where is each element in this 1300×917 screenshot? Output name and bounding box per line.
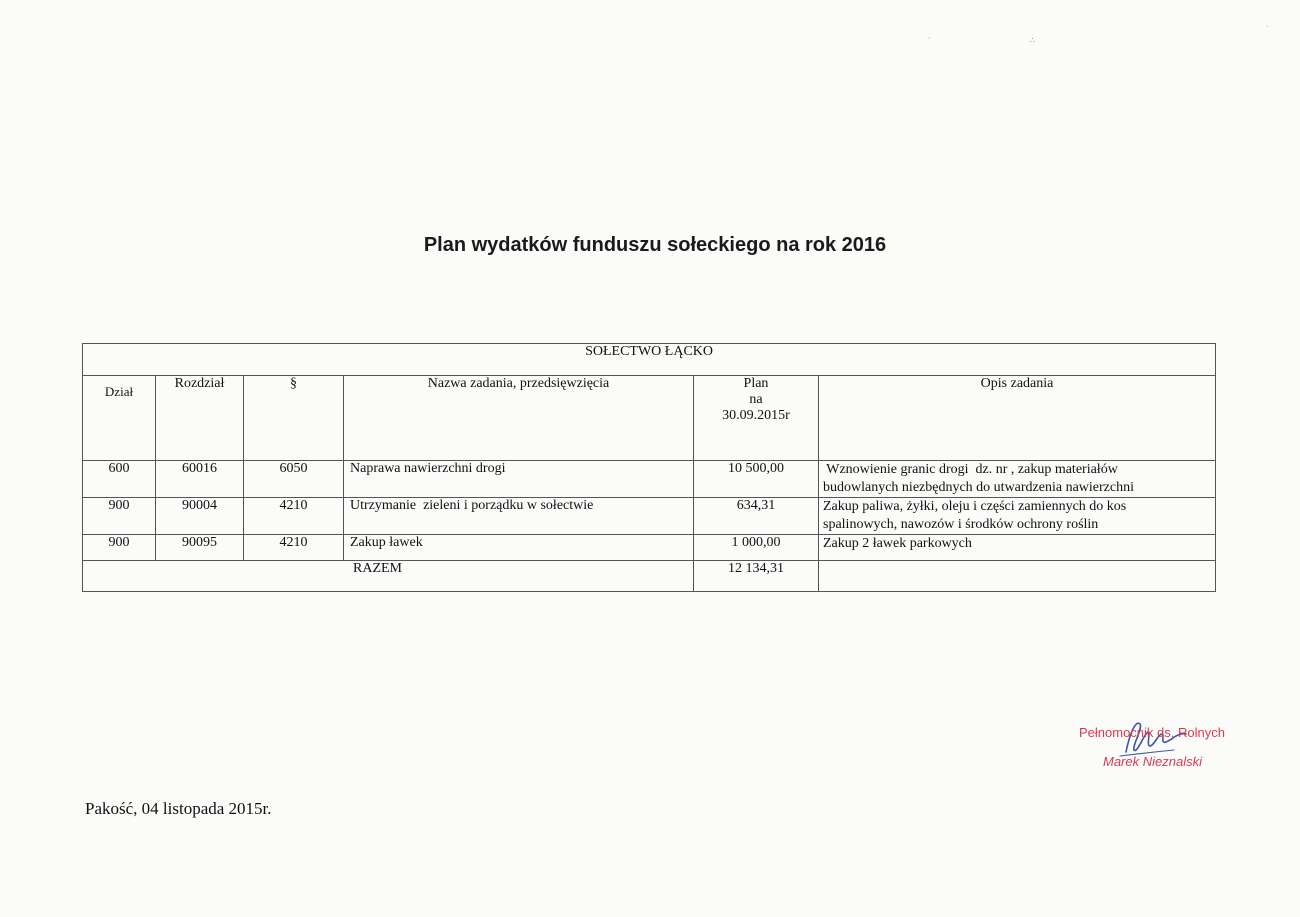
- cell-dzial: 600: [83, 461, 156, 498]
- cell-opis: [819, 498, 1216, 535]
- cell-opis-line2: budowlanych niezbędnych do utwardzenia nawierzchni: [823, 480, 1134, 495]
- cell-opis-line1: Wznowienie granic drogi dz. nr , zakup materiałów: [823, 462, 1118, 477]
- cell-nazwa: Zakup ławek: [344, 535, 694, 561]
- total-value: 12 134,31: [694, 561, 819, 592]
- cell-opis-line1: Zakup 2 ławek parkowych: [823, 536, 972, 551]
- scan-speck: ·: [1266, 22, 1269, 31]
- table-row: [83, 535, 1216, 561]
- table-header-row: [83, 376, 1216, 461]
- cell-opis-line2: spalinowych, nawozów i środków ochrony roślin: [823, 517, 1099, 532]
- cell-nazwa: Utrzymanie zieleni i porządku w sołectwie: [344, 498, 694, 535]
- table-section-row: [83, 344, 1216, 376]
- header-plan-line3: 30.09.2015r: [722, 408, 790, 423]
- place-and-date: Pakość, 04 listopada 2015r.: [85, 799, 272, 818]
- cell-opis-line1: Zakup paliwa, żyłki, oleju i części zamiennych do kos: [823, 499, 1127, 514]
- header-opis: Opis zadania: [819, 376, 1216, 461]
- table-total-row: [83, 561, 1216, 592]
- header-rozdzial: Rozdział: [156, 376, 244, 461]
- expense-plan-table: [82, 343, 1216, 592]
- stamp-role: Pełnomocnik ds. Rolnych: [1079, 725, 1225, 740]
- cell-plan: 634,31: [694, 498, 819, 535]
- table-row: [83, 498, 1216, 535]
- table-row: [83, 461, 1216, 498]
- header-plan: [694, 376, 819, 461]
- total-label-cell: [83, 561, 694, 592]
- cell-dzial: 900: [83, 498, 156, 535]
- cell-paragraf: 4210: [244, 535, 344, 561]
- cell-plan: 10 500,00: [694, 461, 819, 498]
- header-plan-line1: Plan: [743, 376, 769, 391]
- cell-paragraf: 4210: [244, 498, 344, 535]
- header-plan-line2: na: [749, 392, 763, 407]
- cell-rozdzial: 90095: [156, 535, 244, 561]
- stamp-name: Marek Nieznalski: [1103, 754, 1202, 769]
- cell-rozdzial: 60016: [156, 461, 244, 498]
- document-title: Plan wydatków funduszu sołeckiego na rok 2016: [423, 234, 887, 256]
- cell-plan: 1 000,00: [694, 535, 819, 561]
- total-label: RAZEM: [353, 561, 402, 576]
- cell-nazwa: Naprawa nawierzchni drogi: [344, 461, 694, 498]
- cell-dzial: 900: [83, 535, 156, 561]
- cell-rozdzial: 90004: [156, 498, 244, 535]
- cell-opis: [819, 461, 1216, 498]
- header-dzial: Dział: [83, 376, 156, 461]
- header-paragraf: §: [244, 376, 344, 461]
- scan-speck: ·: [928, 34, 931, 43]
- cell-paragraf: 6050: [244, 461, 344, 498]
- cell-opis: [819, 535, 1216, 561]
- scan-speck: ∴: [1030, 36, 1036, 45]
- header-nazwa: Nazwa zadania, przedsięwzięcia: [344, 376, 694, 461]
- section-title: SOŁECTWO ŁĄCKO: [83, 344, 1216, 376]
- total-empty-cell: [819, 561, 1216, 592]
